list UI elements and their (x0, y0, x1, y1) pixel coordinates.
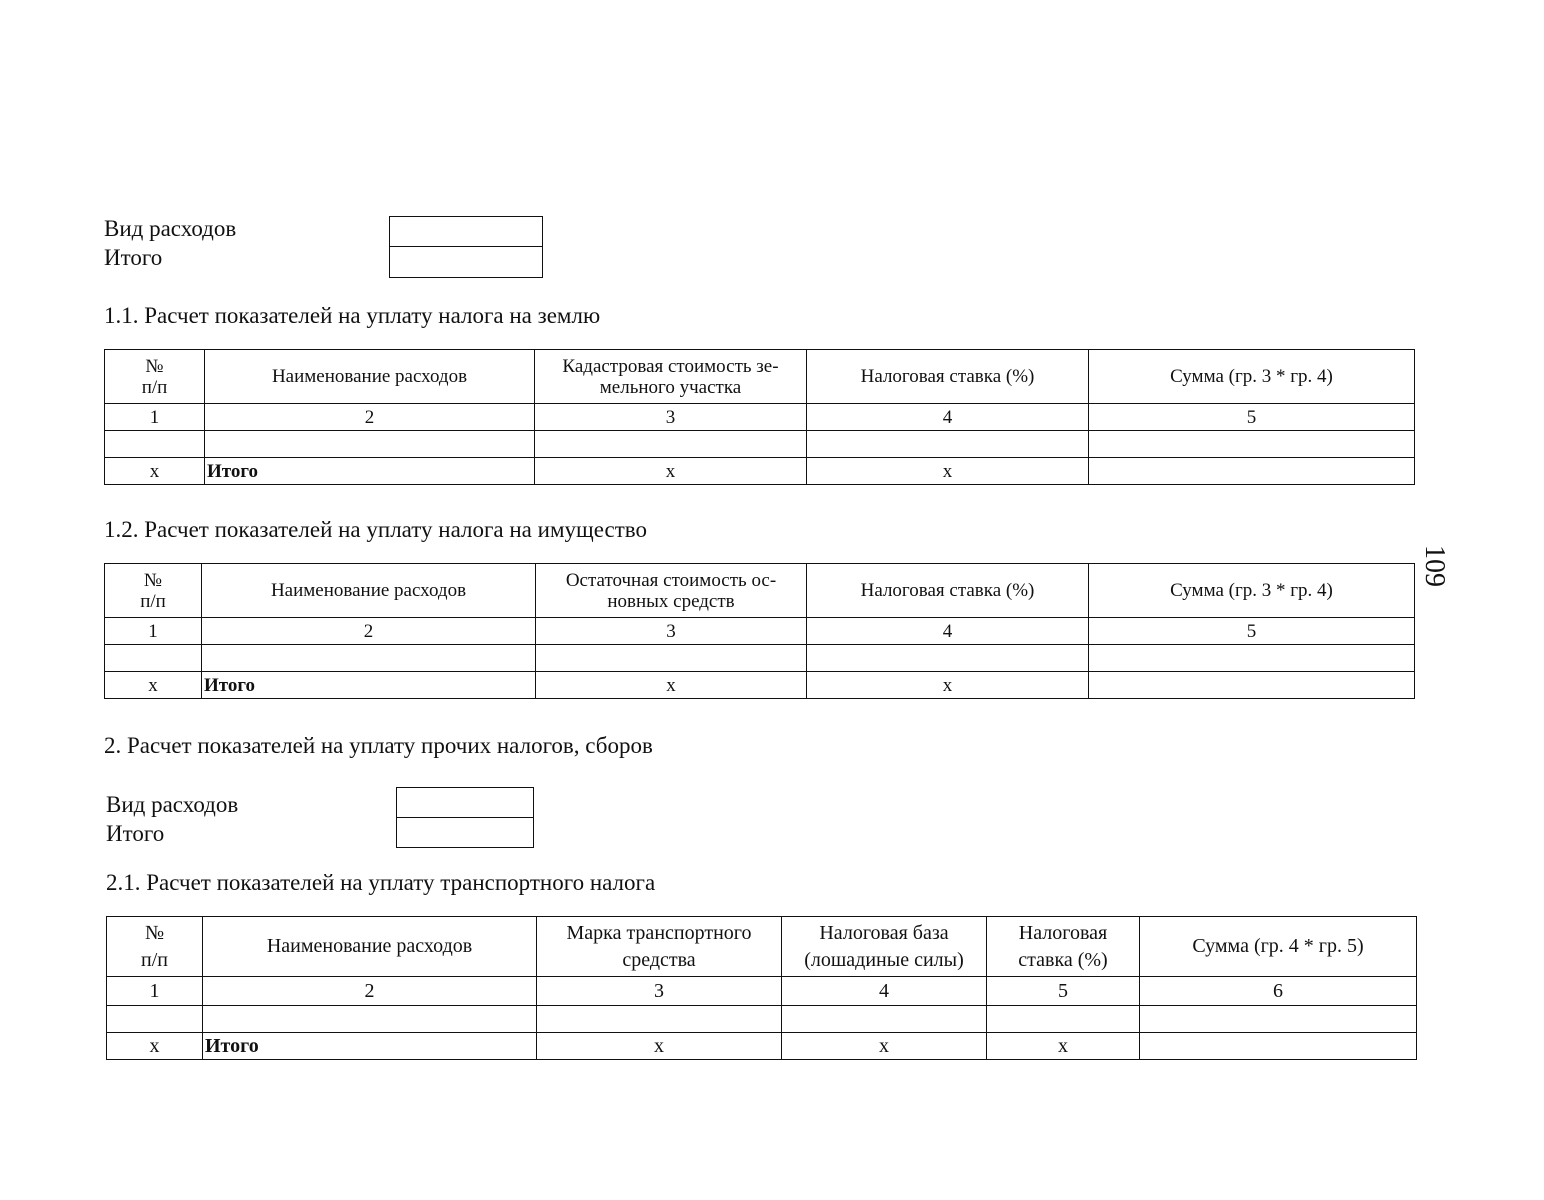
header-name: Наименование расходов (203, 917, 537, 977)
col-number: 1 (105, 404, 205, 431)
total-cell: x (105, 458, 205, 485)
section2-vid-label: Вид расходов (106, 792, 239, 817)
col-number: 6 (1140, 977, 1417, 1006)
section2-itogo-label: Итого (106, 821, 165, 846)
table-cell[interactable] (537, 1006, 782, 1033)
total-sum-cell[interactable] (1089, 672, 1415, 699)
table-cell[interactable] (807, 645, 1089, 672)
total-cell: x (536, 672, 807, 699)
section2-1-heading: 2.1. Расчет показателей на уплату транспортного налога (106, 870, 656, 895)
total-row (105, 672, 1415, 699)
table-cell[interactable] (1140, 1006, 1417, 1033)
page-number: 109 (1419, 545, 1450, 587)
col-number: 5 (1089, 618, 1415, 645)
total-cell: x (105, 672, 202, 699)
table-row (105, 645, 1415, 672)
total-cell: x (782, 1033, 987, 1060)
section1-itogo-field[interactable] (390, 246, 542, 275)
col-number: 3 (537, 977, 782, 1006)
section2-itogo-field[interactable] (397, 817, 533, 846)
header-sum: Сумма (гр. 4 * гр. 5) (1140, 917, 1417, 977)
table-cell[interactable] (202, 645, 536, 672)
section1-vid-field[interactable] (390, 217, 542, 246)
col-number: 3 (536, 618, 807, 645)
section1-1-heading: 1.1. Расчет показателей на уплату налога на землю (104, 303, 601, 328)
column-numbers-row (107, 977, 1417, 1006)
col-number: 1 (107, 977, 203, 1006)
col-number: 3 (535, 404, 807, 431)
land-tax-table (104, 349, 1415, 485)
section2-vid-field[interactable] (397, 788, 533, 817)
table-cell[interactable] (205, 431, 535, 458)
section1-summary-box (389, 216, 543, 278)
col-number: 4 (782, 977, 987, 1006)
col-number: 4 (807, 618, 1089, 645)
table-cell[interactable] (1089, 431, 1415, 458)
col-number: 5 (987, 977, 1140, 1006)
table-cell[interactable] (807, 431, 1089, 458)
total-cell: x (807, 458, 1089, 485)
header-num: № п/п (105, 564, 202, 618)
table-cell[interactable] (536, 645, 807, 672)
col-number: 5 (1089, 404, 1415, 431)
total-label: Итого (205, 458, 535, 485)
column-numbers-row (105, 618, 1415, 645)
table-cell[interactable] (1089, 645, 1415, 672)
table-header-row (105, 350, 1415, 404)
total-label: Итого (203, 1033, 537, 1060)
table-cell[interactable] (105, 645, 202, 672)
total-cell: x (807, 672, 1089, 699)
table-cell[interactable] (105, 431, 205, 458)
table-header-row (105, 564, 1415, 618)
table-cell[interactable] (203, 1006, 537, 1033)
section2-summary-box (396, 787, 534, 848)
total-cell: x (535, 458, 807, 485)
table-cell[interactable] (107, 1006, 203, 1033)
property-tax-table (104, 563, 1415, 699)
table-cell[interactable] (782, 1006, 987, 1033)
header-tax-rate: Налоговая ставка (%) (987, 917, 1140, 977)
total-sum-cell[interactable] (1089, 458, 1415, 485)
section2-heading: 2. Расчет показателей на уплату прочих налогов, сборов (104, 733, 653, 758)
header-sum: Сумма (гр. 3 * гр. 4) (1089, 564, 1415, 618)
total-row (105, 458, 1415, 485)
header-sum: Сумма (гр. 3 * гр. 4) (1089, 350, 1415, 404)
table-cell[interactable] (987, 1006, 1140, 1033)
header-num: № п/п (107, 917, 203, 977)
total-cell: x (987, 1033, 1140, 1060)
total-row (107, 1033, 1417, 1060)
table-cell[interactable] (535, 431, 807, 458)
table-row (105, 431, 1415, 458)
table-row (107, 1006, 1417, 1033)
col-number: 2 (203, 977, 537, 1006)
header-cadastral-value: Кадастровая стоимость зе- мельного участка (535, 350, 807, 404)
header-name: Наименование расходов (205, 350, 535, 404)
column-numbers-row (105, 404, 1415, 431)
header-tax-base: Налоговая база (лошадиные силы) (782, 917, 987, 977)
header-name: Наименование расходов (202, 564, 536, 618)
section1-2-heading: 1.2. Расчет показателей на уплату налога на имущество (104, 517, 647, 542)
header-residual-value: Остаточная стоимость ос- новных средств (536, 564, 807, 618)
header-num: № п/п (105, 350, 205, 404)
total-cell: x (537, 1033, 782, 1060)
total-sum-cell[interactable] (1140, 1033, 1417, 1060)
total-label: Итого (202, 672, 536, 699)
header-vehicle-brand: Марка транспортного средства (537, 917, 782, 977)
col-number: 2 (202, 618, 536, 645)
header-tax-rate: Налоговая ставка (%) (807, 564, 1089, 618)
section1-itogo-label: Итого (104, 245, 163, 270)
transport-tax-table (106, 916, 1417, 1060)
total-cell: x (107, 1033, 203, 1060)
section1-vid-label: Вид расходов (104, 216, 237, 241)
col-number: 2 (205, 404, 535, 431)
col-number: 4 (807, 404, 1089, 431)
header-tax-rate: Налоговая ставка (%) (807, 350, 1089, 404)
table-header-row (107, 917, 1417, 977)
col-number: 1 (105, 618, 202, 645)
